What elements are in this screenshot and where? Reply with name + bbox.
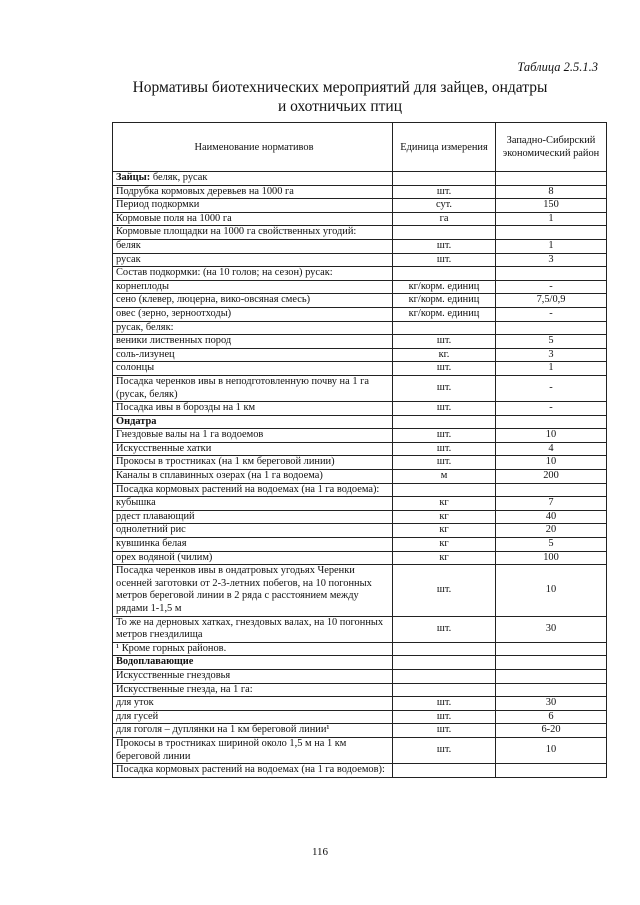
row-value: 7,5/0,9 bbox=[496, 294, 607, 308]
row-value: 5 bbox=[496, 538, 607, 552]
row-name bbox=[113, 172, 393, 186]
row-name bbox=[113, 497, 393, 511]
row-value: 200 bbox=[496, 470, 607, 484]
row-name-text: Посадка кормовых растений на водоемах (на 1 га водоема): bbox=[116, 483, 380, 495]
table-row bbox=[113, 402, 607, 416]
table-row bbox=[113, 335, 607, 349]
row-name-text: Кормовые площадки на 1000 га свойственных угодий: bbox=[116, 226, 357, 238]
row-name-text: веники лиственных пород bbox=[116, 335, 232, 347]
title-line-1: Нормативы биотехнических мероприятий для зайцев, ондатры bbox=[132, 79, 548, 96]
row-name bbox=[113, 510, 393, 524]
row-unit: га bbox=[393, 212, 496, 226]
row-value: 30 bbox=[496, 697, 607, 711]
row-value: - bbox=[496, 307, 607, 321]
row-value: 6 bbox=[496, 710, 607, 724]
row-unit bbox=[393, 683, 496, 697]
row-name-text: Искусственные гнезда, на 1 га: bbox=[116, 683, 253, 695]
row-name bbox=[113, 185, 393, 199]
row-unit: кг bbox=[393, 510, 496, 524]
row-value: 40 bbox=[496, 510, 607, 524]
row-value: 1 bbox=[496, 212, 607, 226]
row-name bbox=[113, 656, 393, 670]
row-value: 10 bbox=[496, 737, 607, 763]
row-value: 1 bbox=[496, 239, 607, 253]
row-name-text: солонцы bbox=[116, 362, 155, 374]
table-row bbox=[113, 524, 607, 538]
row-name-text: Гнездовые валы на 1 га водоемов bbox=[116, 429, 264, 441]
row-unit bbox=[393, 321, 496, 335]
row-value: 5 bbox=[496, 335, 607, 349]
row-unit: кг bbox=[393, 538, 496, 552]
row-name bbox=[113, 375, 393, 401]
row-name bbox=[113, 616, 393, 642]
row-name-text: сено (клевер, люцерна, вико-овсяная смесь) bbox=[116, 294, 311, 306]
row-value: 6-20 bbox=[496, 724, 607, 738]
row-name-text: кувшинка белая bbox=[116, 538, 187, 550]
table-row bbox=[113, 294, 607, 308]
row-name-text: Посадка черенков ивы в неподготовленную почву на 1 га (русак, беляк) bbox=[116, 375, 369, 400]
table-row bbox=[113, 415, 607, 429]
row-name bbox=[113, 565, 393, 616]
row-value: 3 bbox=[496, 348, 607, 362]
document-title bbox=[80, 78, 600, 116]
row-unit: шт. bbox=[393, 253, 496, 267]
table-row bbox=[113, 697, 607, 711]
row-unit: шт. bbox=[393, 335, 496, 349]
row-value bbox=[496, 415, 607, 429]
row-unit: шт. bbox=[393, 697, 496, 711]
row-name bbox=[113, 239, 393, 253]
row-name-text: беляк bbox=[116, 239, 141, 251]
table-row bbox=[113, 724, 607, 738]
row-name-text: русак, беляк: bbox=[116, 321, 174, 333]
row-name-text: Посадка ивы в борозды на 1 км bbox=[116, 402, 256, 414]
row-value bbox=[496, 642, 607, 656]
row-value: 10 bbox=[496, 429, 607, 443]
row-value bbox=[496, 764, 607, 778]
row-unit: шт. bbox=[393, 710, 496, 724]
table-row bbox=[113, 616, 607, 642]
table-header-row bbox=[113, 123, 607, 172]
row-unit: кг/корм. единиц bbox=[393, 280, 496, 294]
row-name-text: Прокосы в тростниках (на 1 км береговой линии) bbox=[116, 456, 335, 468]
row-name-text: Искусственные хатки bbox=[116, 442, 212, 454]
row-unit: шт. bbox=[393, 375, 496, 401]
table-row bbox=[113, 442, 607, 456]
row-value: 100 bbox=[496, 551, 607, 565]
title-line-2: и охотничьих птиц bbox=[277, 98, 403, 115]
row-name-text: соль-лизунец bbox=[116, 348, 175, 360]
row-name-extra: беляк, русак bbox=[150, 172, 208, 183]
row-name bbox=[113, 226, 393, 240]
row-unit: шт. bbox=[393, 737, 496, 763]
table-number: Таблица 2.5.1.3 bbox=[517, 60, 598, 74]
row-name bbox=[113, 362, 393, 376]
row-name bbox=[113, 737, 393, 763]
table-row bbox=[113, 239, 607, 253]
row-unit: сут. bbox=[393, 199, 496, 213]
row-unit: шт. bbox=[393, 402, 496, 416]
table-row bbox=[113, 538, 607, 552]
table-row bbox=[113, 764, 607, 778]
row-unit: кг. bbox=[393, 348, 496, 362]
row-name bbox=[113, 524, 393, 538]
row-name-text: корнеплоды bbox=[116, 280, 169, 292]
column-header-name: Наименование нормативов bbox=[113, 123, 393, 172]
table-row bbox=[113, 212, 607, 226]
row-value bbox=[496, 226, 607, 240]
row-value: 30 bbox=[496, 616, 607, 642]
row-name bbox=[113, 280, 393, 294]
standards-table bbox=[112, 122, 607, 778]
row-name-text: Посадка кормовых растений на водоемах (на 1 га водоемов): bbox=[116, 764, 385, 776]
column-header-unit: Единица измерения bbox=[393, 123, 496, 172]
table-row bbox=[113, 565, 607, 616]
row-name bbox=[113, 294, 393, 308]
table-row bbox=[113, 497, 607, 511]
table-row bbox=[113, 656, 607, 670]
row-name-text: русак bbox=[116, 253, 141, 265]
row-unit: шт. bbox=[393, 724, 496, 738]
row-name-text: Зайцы: bbox=[116, 172, 151, 183]
table-row bbox=[113, 510, 607, 524]
row-name bbox=[113, 551, 393, 565]
table-row bbox=[113, 307, 607, 321]
table-body bbox=[113, 172, 607, 778]
row-value: 10 bbox=[496, 456, 607, 470]
table-row bbox=[113, 185, 607, 199]
row-name bbox=[113, 710, 393, 724]
table-row bbox=[113, 348, 607, 362]
row-name-text: для гусей bbox=[116, 710, 159, 722]
row-name bbox=[113, 307, 393, 321]
table-row bbox=[113, 362, 607, 376]
table-row bbox=[113, 551, 607, 565]
row-value: 8 bbox=[496, 185, 607, 199]
row-unit: шт. bbox=[393, 456, 496, 470]
table-row bbox=[113, 669, 607, 683]
row-name bbox=[113, 669, 393, 683]
row-name-text: Посадка черенков ивы в ондатровых угодьях Черенки осенней заготовки от 2-3-летних побегов, на 10 погонных метров береговой линии в 2 ряда с расстоянием между рядами 1-1,5 м bbox=[116, 565, 372, 614]
row-value: 150 bbox=[496, 199, 607, 213]
row-name-text: Водоплавающие bbox=[116, 656, 194, 668]
row-name bbox=[113, 402, 393, 416]
row-unit: кг/корм. единиц bbox=[393, 307, 496, 321]
page-number: 116 bbox=[311, 846, 329, 858]
row-name bbox=[113, 415, 393, 429]
row-value: 3 bbox=[496, 253, 607, 267]
row-name-text: Состав подкормки: (на 10 голов; на сезон) русак: bbox=[116, 267, 333, 279]
row-name-text: Подрубка кормовых деревьев на 1000 га bbox=[116, 185, 294, 197]
row-value bbox=[496, 669, 607, 683]
row-name bbox=[113, 267, 393, 281]
row-name-text: Период подкормки bbox=[116, 199, 200, 211]
row-name bbox=[113, 470, 393, 484]
table-row bbox=[113, 321, 607, 335]
row-unit: шт. bbox=[393, 362, 496, 376]
row-value bbox=[496, 656, 607, 670]
row-value: - bbox=[496, 402, 607, 416]
row-unit bbox=[393, 642, 496, 656]
row-unit: шт. bbox=[393, 429, 496, 443]
table-row bbox=[113, 429, 607, 443]
row-unit: шт. bbox=[393, 616, 496, 642]
row-name bbox=[113, 335, 393, 349]
table-row bbox=[113, 483, 607, 497]
row-value: - bbox=[496, 280, 607, 294]
row-name bbox=[113, 697, 393, 711]
table-row bbox=[113, 642, 607, 656]
table-row bbox=[113, 199, 607, 213]
row-name bbox=[113, 764, 393, 778]
row-unit bbox=[393, 226, 496, 240]
row-unit bbox=[393, 669, 496, 683]
table-row bbox=[113, 226, 607, 240]
row-name bbox=[113, 683, 393, 697]
row-name-text: Ондатра bbox=[116, 415, 157, 427]
table-row bbox=[113, 280, 607, 294]
row-name-text: для уток bbox=[116, 697, 154, 709]
row-value bbox=[496, 483, 607, 497]
row-value: - bbox=[496, 375, 607, 401]
row-name-text: кубышка bbox=[116, 497, 156, 509]
row-name-text: для гоголя – дуплянки на 1 км береговой линии¹ bbox=[116, 724, 330, 736]
row-unit: кг bbox=[393, 551, 496, 565]
table-row bbox=[113, 470, 607, 484]
row-unit bbox=[393, 483, 496, 497]
row-unit bbox=[393, 656, 496, 670]
row-name bbox=[113, 483, 393, 497]
row-value bbox=[496, 172, 607, 186]
table-row bbox=[113, 737, 607, 763]
row-value: 10 bbox=[496, 565, 607, 616]
row-name bbox=[113, 456, 393, 470]
row-value bbox=[496, 683, 607, 697]
row-name-text: То же на дерновых хатках, гнездовых валах, на 10 погонных метров гнездилища bbox=[116, 616, 384, 641]
row-unit bbox=[393, 415, 496, 429]
row-unit: кг bbox=[393, 497, 496, 511]
row-value: 20 bbox=[496, 524, 607, 538]
row-unit: шт. bbox=[393, 442, 496, 456]
table-row bbox=[113, 253, 607, 267]
row-name bbox=[113, 442, 393, 456]
row-name bbox=[113, 429, 393, 443]
row-name bbox=[113, 212, 393, 226]
row-value bbox=[496, 321, 607, 335]
table-row bbox=[113, 710, 607, 724]
row-unit: кг bbox=[393, 524, 496, 538]
table-row bbox=[113, 456, 607, 470]
row-name bbox=[113, 199, 393, 213]
row-name-text: овес (зерно, зерноотходы) bbox=[116, 307, 232, 319]
row-unit: кг/корм. единиц bbox=[393, 294, 496, 308]
row-unit: шт. bbox=[393, 185, 496, 199]
row-name bbox=[113, 253, 393, 267]
row-name bbox=[113, 348, 393, 362]
row-unit: шт. bbox=[393, 239, 496, 253]
row-unit bbox=[393, 267, 496, 281]
row-name-text: Кормовые поля на 1000 га bbox=[116, 212, 232, 224]
row-unit bbox=[393, 764, 496, 778]
row-value: 4 bbox=[496, 442, 607, 456]
row-unit: м bbox=[393, 470, 496, 484]
row-unit bbox=[393, 172, 496, 186]
row-value: 1 bbox=[496, 362, 607, 376]
table-row bbox=[113, 267, 607, 281]
row-value: 7 bbox=[496, 497, 607, 511]
row-name bbox=[113, 642, 393, 656]
row-name-text: однолетний рис bbox=[116, 524, 186, 536]
table-row bbox=[113, 375, 607, 401]
row-name-text: Каналы в сплавинных озерах (на 1 га водоема) bbox=[116, 470, 323, 482]
row-name bbox=[113, 538, 393, 552]
row-name-text: Искусственные гнездовья bbox=[116, 669, 231, 681]
table-row bbox=[113, 683, 607, 697]
column-header-region: Западно-Сибирский экономический район bbox=[496, 123, 607, 172]
row-name-text: орех водяной (чилим) bbox=[116, 551, 213, 563]
row-name-text: рдест плавающий bbox=[116, 510, 195, 522]
row-unit: шт. bbox=[393, 565, 496, 616]
row-value bbox=[496, 267, 607, 281]
row-name-text: Прокосы в тростниках шириной около 1,5 м на 1 км береговой линии bbox=[116, 737, 347, 762]
row-name bbox=[113, 321, 393, 335]
row-name-text: ¹ Кроме горных районов. bbox=[116, 642, 227, 654]
row-name bbox=[113, 724, 393, 738]
table-row bbox=[113, 172, 607, 186]
